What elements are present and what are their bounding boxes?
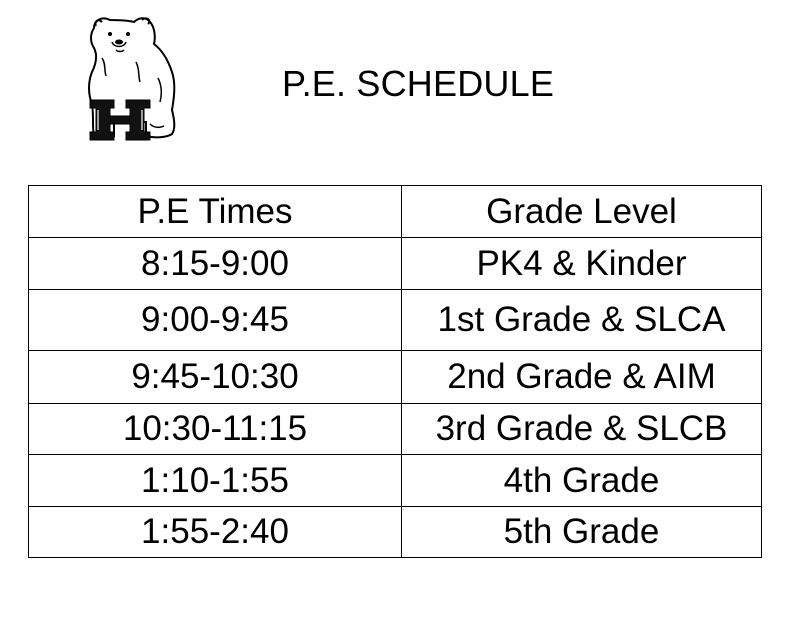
- table-row: [29, 404, 762, 455]
- table-header-row: [29, 186, 762, 238]
- grade-cell: 3rd Grade & SLCB: [402, 404, 762, 455]
- table-row: [29, 455, 762, 507]
- time-cell: 9:45-10:30: [29, 351, 402, 404]
- time-cell: 8:15-9:00: [29, 238, 402, 290]
- table-row: [29, 351, 762, 404]
- table-row: [29, 238, 762, 290]
- time-cell: 1:55-2:40: [29, 507, 402, 558]
- grade-cell: 4th Grade: [402, 455, 762, 507]
- schedule-table: [28, 185, 762, 558]
- table-row: [29, 507, 762, 558]
- grade-cell: 1st Grade & SLCA: [402, 290, 762, 351]
- time-cell: 1:10-1:55: [29, 455, 402, 507]
- column-header-times: P.E Times: [29, 186, 402, 238]
- grade-cell: 5th Grade: [402, 507, 762, 558]
- page-title: P.E. SCHEDULE: [282, 63, 555, 104]
- table-row: [29, 290, 762, 351]
- polar-bear-mascot-icon: [80, 12, 184, 142]
- grade-cell: 2nd Grade & AIM: [402, 351, 762, 404]
- time-cell: 10:30-11:15: [29, 404, 402, 455]
- column-header-grade: Grade Level: [402, 186, 762, 238]
- time-cell: 9:00-9:45: [29, 290, 402, 351]
- grade-cell: PK4 & Kinder: [402, 238, 762, 290]
